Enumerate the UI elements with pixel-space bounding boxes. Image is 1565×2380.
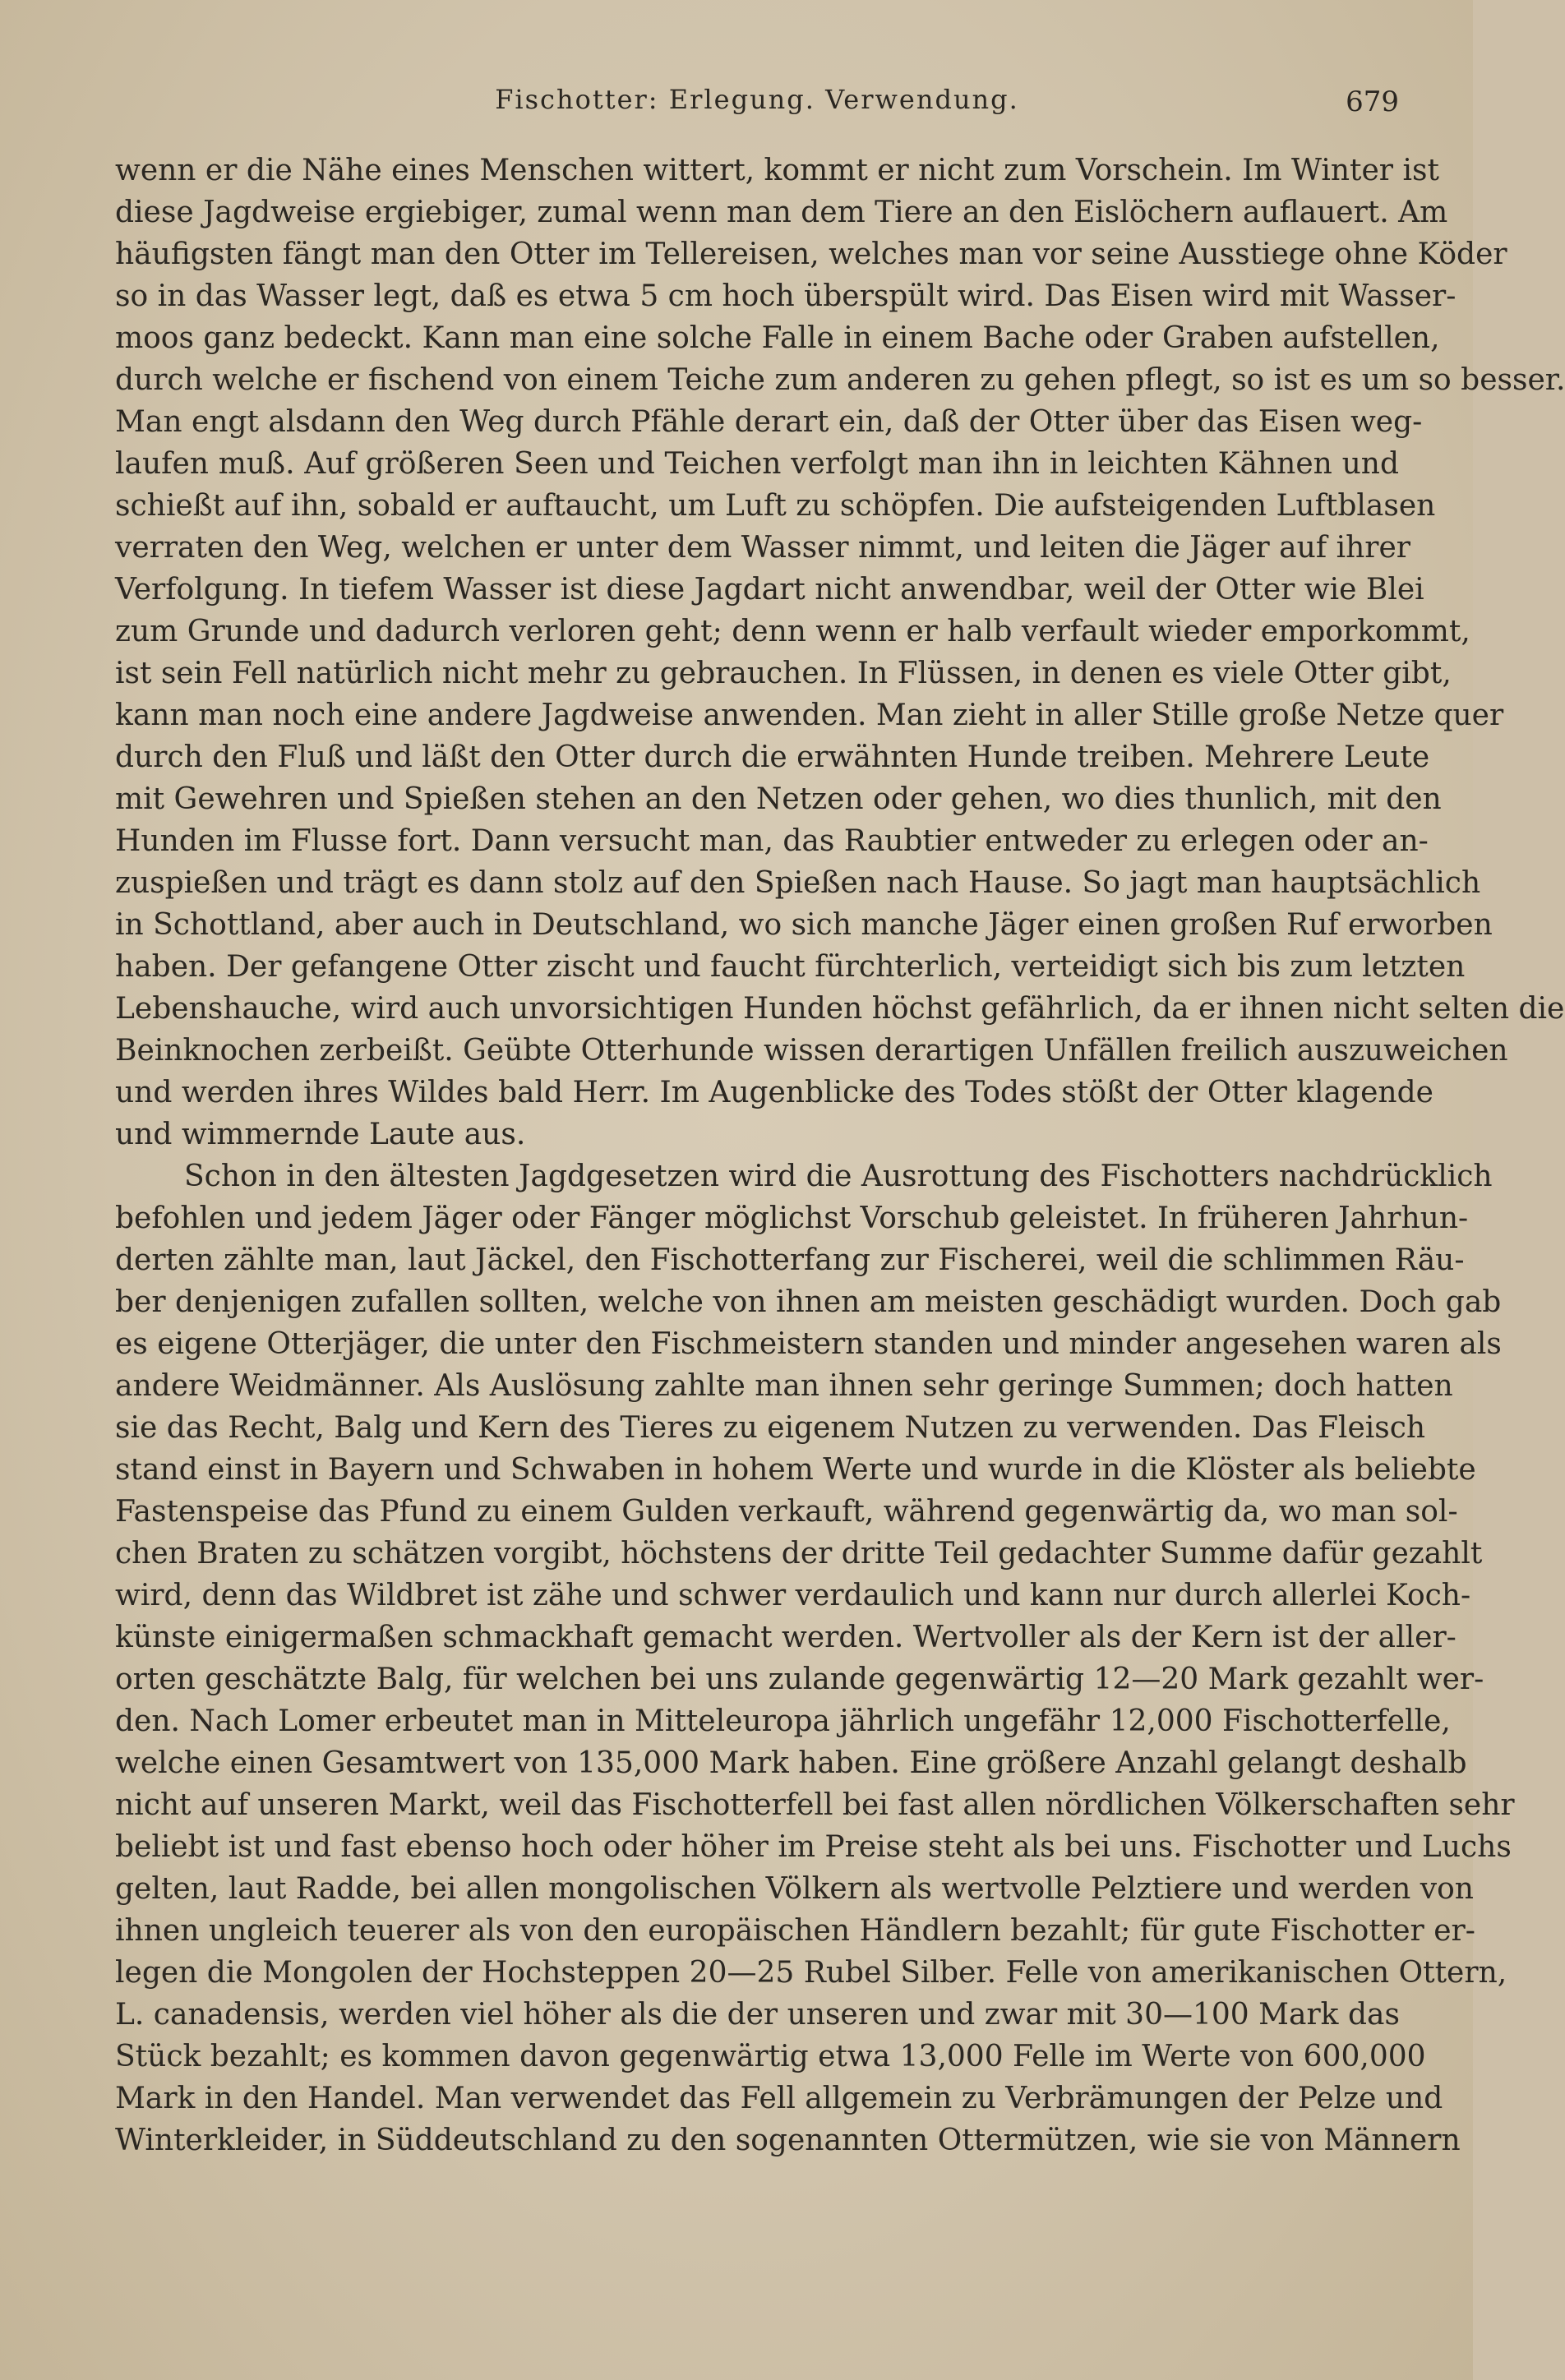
text-line: orten geschätzte Balg, für welchen bei uns zulande gegenwärtig 12—20 Mark gezahlt wer-: [115, 1663, 1484, 1696]
text-line: zuspießen und trägt es dann stolz auf den Spießen nach Hause. So jagt man hauptsächlich: [115, 866, 1481, 900]
text-line: chen Braten zu schätzen vorgibt, höchstens der dritte Teil gedachter Summe dafür gezahlt: [115, 1537, 1483, 1571]
text-line: es eigene Otterjäger, die unter den Fischmeistern standen und minder angesehen waren als: [115, 1327, 1502, 1361]
text-line: in Schottland, aber auch in Deutschland, wo sich manche Jäger einen großen Ruf erworben: [115, 908, 1493, 942]
body-text: [115, 150, 1565, 2161]
text-line: welche einen Gesamtwert von 135,000 Mark haben. Eine größere Anzahl gelangt deshalb: [115, 1746, 1467, 1780]
text-line: den. Nach Lomer erbeutet man in Mitteleuropa jährlich ungefähr 12,000 Fischotterfelle,: [115, 1704, 1451, 1738]
text-line: Fastenspeise das Pfund zu einem Gulden verkauft, während gegenwärtig da, wo man sol-: [115, 1495, 1458, 1529]
text-line: und werden ihres Wildes bald Herr. Im Augenblicke des Todes stößt der Otter klagende: [115, 1076, 1433, 1109]
text-line: ber denjenigen zufallen sollten, welche von ihnen am meisten geschädigt wurden. Doch gab: [115, 1285, 1502, 1319]
running-head: Fischotter: Erlegung. Verwendung.: [495, 84, 1019, 115]
text-line: wird, denn das Wildbret ist zähe und schwer verdaulich und kann nur durch allerlei Koch-: [115, 1579, 1471, 1612]
text-line: künste einigermaßen schmackhaft gemacht werden. Wertvoller als der Kern ist der aller-: [115, 1621, 1457, 1654]
paragraph-last-line: und wimmernde Laute aus.: [115, 1118, 526, 1151]
text-line: Lebenshauche, wird auch unvorsichtigen Hunden höchst gefährlich, da er ihnen nicht selten die: [115, 992, 1565, 1026]
text-line: mit Gewehren und Spießen stehen an den Netzen oder gehen, wo dies thunlich, mit den: [115, 782, 1442, 816]
text-line: moos ganz bedeckt. Kann man eine solche Falle in einem Bache oder Graben aufstellen,: [115, 321, 1440, 355]
text-line: L. canadensis, werden viel höher als die der unseren und zwar mit 30—100 Mark das: [115, 1998, 1400, 2032]
page-header: [115, 84, 1399, 133]
text-line: Hunden im Flusse fort. Dann versucht man, das Raubtier entweder zu erlegen oder an-: [115, 824, 1429, 858]
text-line: durch den Fluß und läßt den Otter durch die erwähnten Hunde treiben. Mehrere Leute: [115, 740, 1430, 774]
text-line: haben. Der gefangene Otter zischt und faucht fürchterlich, verteidigt sich bis zum letzten: [115, 950, 1466, 984]
text-line: Winterkleider, in Süddeutschland zu den sogenannten Ottermützen, wie sie von Männern: [115, 2124, 1461, 2157]
text-line: diese Jagdweise ergiebiger, zumal wenn man dem Tiere an den Eislöchern auflauert. Am: [115, 196, 1448, 229]
text-line: zum Grunde und dadurch verloren geht; denn wenn er halb verfault wieder emporkommt,: [115, 615, 1470, 648]
text-line: Verfolgung. In tiefem Wasser ist diese Jagdart nicht anwendbar, weil der Otter wie Blei: [115, 573, 1424, 607]
text-line: so in das Wasser legt, daß es etwa 5 cm hoch überspült wird. Das Eisen wird mit Wasser-: [115, 279, 1457, 313]
text-line: sie das Recht, Balg und Kern des Tieres zu eigenem Nutzen zu verwenden. Das Fleisch: [115, 1411, 1426, 1445]
text-line: laufen muß. Auf größeren Seen und Teichen verfolgt man ihn in leichten Kähnen und: [115, 447, 1399, 481]
text-line: derten zählte man, laut Jäckel, den Fischotterfang zur Fischerei, weil die schlimmen Räu-: [115, 1243, 1465, 1277]
text-line: durch welche er fischend von einem Teiche zum anderen zu gehen pflegt, so ist es um so besser.: [115, 363, 1565, 397]
text-line: verraten den Weg, welchen er unter dem Wasser nimmt, und leiten die Jäger auf ihrer: [115, 531, 1411, 565]
text-line: nicht auf unseren Markt, weil das Fischotterfell bei fast allen nördlichen Völkerschaften sehr: [115, 1788, 1515, 1822]
text-line: ist sein Fell natürlich nicht mehr zu gebrauchen. In Flüssen, in denen es viele Otter gibt,: [115, 657, 1452, 690]
text-line: andere Weidmänner. Als Auslösung zahlte man ihnen sehr geringe Summen; doch hatten: [115, 1369, 1453, 1403]
page-number: 679: [1346, 85, 1399, 118]
text-line: stand einst in Bayern und Schwaben in hohem Werte und wurde in die Klöster als beliebte: [115, 1453, 1476, 1487]
text-line: beliebt ist und fast ebenso hoch oder höher im Preise steht als bei uns. Fischotter und Luchs: [115, 1830, 1512, 1864]
text-line: häufigsten fängt man den Otter im Tellereisen, welches man vor seine Ausstiege ohne Köder: [115, 238, 1507, 271]
text-line: kann man noch eine andere Jagdweise anwenden. Man zieht in aller Stille große Netze quer: [115, 699, 1504, 732]
text-line: legen die Mongolen der Hochsteppen 20—25 Rubel Silber. Felle von amerikanischen Ottern,: [115, 1956, 1507, 1990]
text-line: Mark in den Handel. Man verwendet das Fell allgemein zu Verbrämungen der Pelze und: [115, 2082, 1443, 2115]
text-line: schießt auf ihn, sobald er auftaucht, um Luft zu schöpfen. Die aufsteigenden Luftblasen: [115, 489, 1436, 523]
text-line: Stück bezahlt; es kommen davon gegenwärtig etwa 13,000 Felle im Werte von 600,000: [115, 2040, 1426, 2073]
text-line: gelten, laut Radde, bei allen mongolischen Völkern als wertvolle Pelztiere und werden von: [115, 1872, 1474, 1906]
text-line: ihnen ungleich teuerer als von den europäischen Händlern bezahlt; für gute Fischotter er-: [115, 1914, 1475, 1948]
text-line: Man engt alsdann den Weg durch Pfähle derart ein, daß der Otter über das Eisen weg-: [115, 405, 1423, 439]
paragraph-first-line: Schon in den ältesten Jagdgesetzen wird die Ausrottung des Fischotters nachdrücklich: [184, 1160, 1493, 1193]
text-line: befohlen und jedem Jäger oder Fänger möglichst Vorschub geleistet. In früheren Jahrhun-: [115, 1202, 1469, 1235]
text-line: wenn er die Nähe eines Menschen wittert, kommt er nicht zum Vorschein. Im Winter ist: [115, 154, 1439, 187]
text-line: Beinknochen zerbeißt. Geübte Otterhunde wissen derartigen Unfällen freilich auszuweichen: [115, 1034, 1508, 1068]
